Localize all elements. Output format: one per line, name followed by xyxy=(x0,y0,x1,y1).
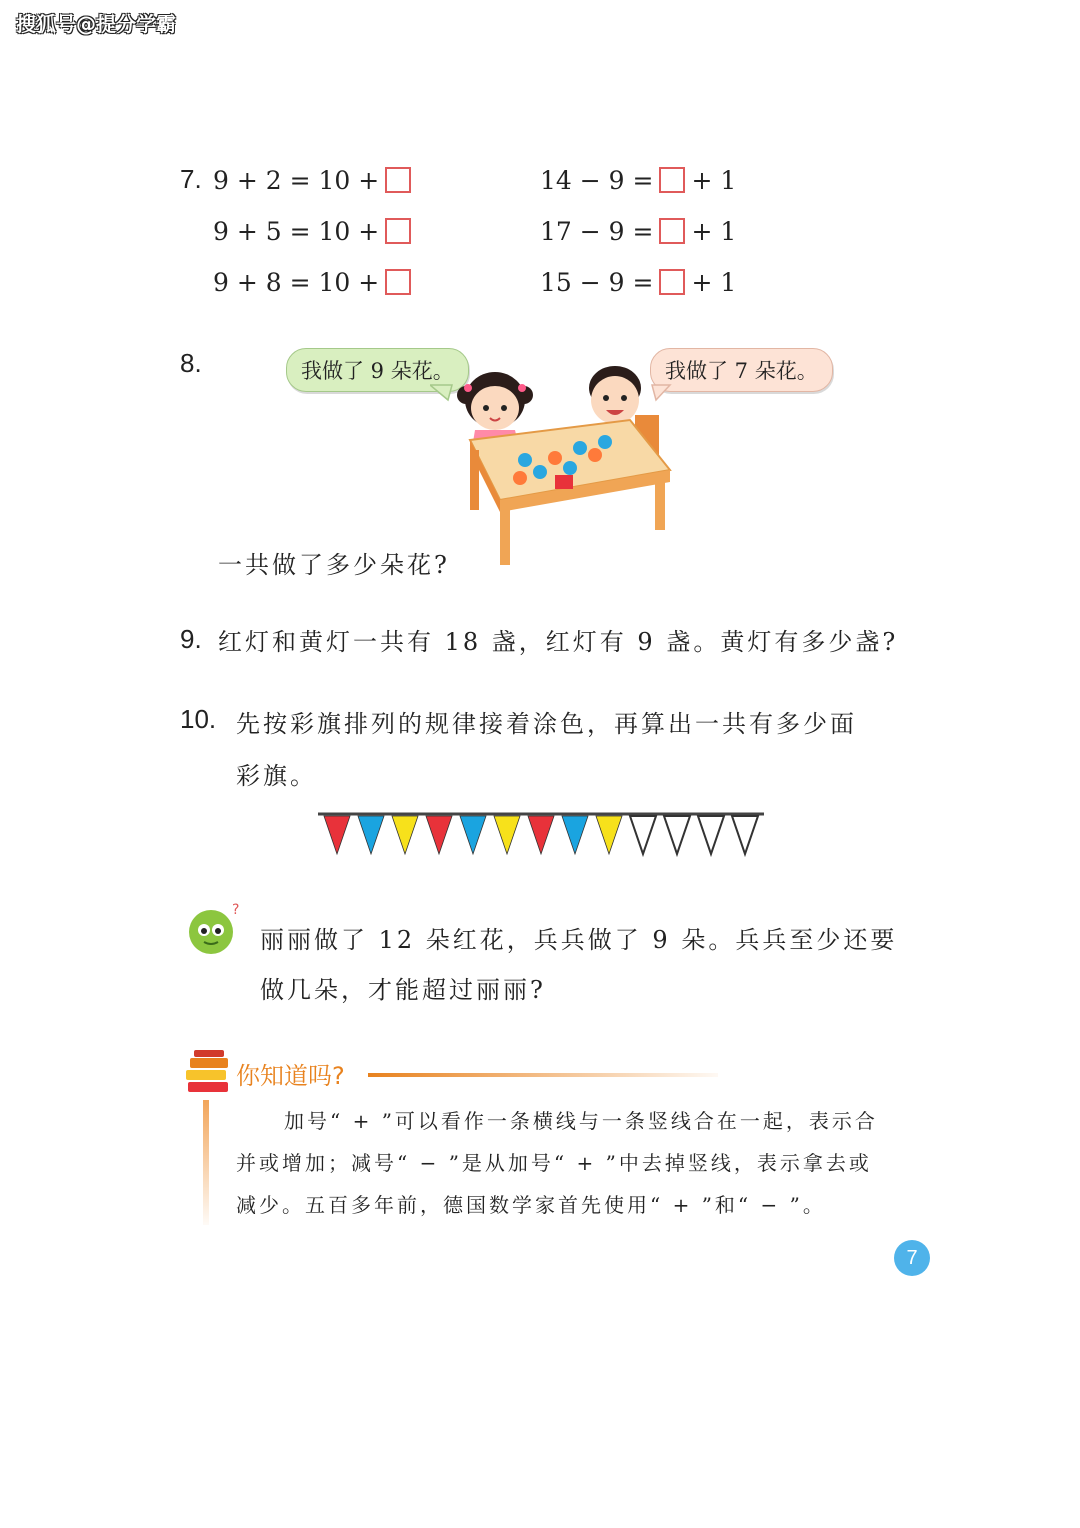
equation-text: 9 + 8 = 10 + xyxy=(213,267,380,297)
answer-box[interactable] xyxy=(385,218,411,244)
answer-box[interactable] xyxy=(659,167,685,193)
did-you-know-body xyxy=(236,1100,878,1226)
title-underline xyxy=(368,1073,718,1077)
uncolored-flag[interactable] xyxy=(698,816,724,854)
table xyxy=(470,420,670,565)
question-8-text: 一共做了多少朵花? xyxy=(218,551,450,579)
side-accent-bar xyxy=(203,1100,209,1225)
body-line: 并或增加；减号“ − ”是从加号“ + ”中去掉竖线，表示拿去或 xyxy=(236,1151,872,1175)
question-9-text: 红灯和黄灯一共有 18 盏，红灯有 9 盏。黄灯有多少盏? xyxy=(218,628,899,656)
colored-flag xyxy=(358,816,384,854)
children-making-flowers-illustration xyxy=(430,360,690,575)
q7-right-column xyxy=(540,162,736,300)
green-ball-mascot-icon xyxy=(184,900,246,958)
equation-suffix: + 1 xyxy=(691,267,737,297)
question-9-number: 9. xyxy=(180,624,202,654)
body-line: 加号“ + ”可以看作一条横线与一条竖线合在一起，表示合 xyxy=(284,1109,878,1133)
watermark: 搜狐号@提分学霸 xyxy=(16,12,176,36)
q7-left-equation xyxy=(213,264,417,300)
colored-flag xyxy=(596,816,622,854)
colored-flag xyxy=(324,816,350,854)
colored-flag xyxy=(392,816,418,854)
bubble-tail-girl xyxy=(430,385,452,400)
equation-suffix: + 1 xyxy=(691,165,737,195)
q7-left-equation xyxy=(213,162,417,198)
books-icon xyxy=(184,1048,232,1098)
question-8-number: 8. xyxy=(180,348,202,378)
answer-box[interactable] xyxy=(659,218,685,244)
uncolored-flag[interactable] xyxy=(664,816,690,854)
flags-group xyxy=(324,816,758,854)
body-line: 减少。五百多年前，德国数学家首先使用“ + ”和“ − ”。 xyxy=(236,1193,826,1217)
q7-left-column xyxy=(213,162,417,300)
q7-right-equation xyxy=(540,264,736,300)
q7-left-equation xyxy=(213,213,417,249)
equation-text: 9 + 5 = 10 + xyxy=(213,216,380,246)
question-10-text-line2: 彩旗。 xyxy=(236,762,317,790)
question-mark-icon: ? xyxy=(232,902,240,918)
did-you-know-title: 你知道吗? xyxy=(236,1062,345,1090)
speech-bubble-girl: 我做了 9 朵花。 xyxy=(286,348,469,392)
answer-box[interactable] xyxy=(385,167,411,193)
q7-right-equation xyxy=(540,213,736,249)
question-10-text-line1: 先按彩旗排列的规律接着涂色，再算出一共有多少面 xyxy=(236,710,857,738)
page-number-badge: 7 xyxy=(894,1240,930,1276)
equation-text: 9 + 2 = 10 + xyxy=(213,165,380,195)
question-10-number: 10. xyxy=(180,704,217,734)
colored-flag xyxy=(494,816,520,854)
colored-flag xyxy=(460,816,486,854)
speech-bubble-boy: 我做了 7 朵花。 xyxy=(650,348,833,392)
bubble-tail-boy xyxy=(652,385,670,400)
uncolored-flag[interactable] xyxy=(630,816,656,854)
colored-flag xyxy=(562,816,588,854)
equation-text: 17 − 9 = xyxy=(540,216,654,246)
equation-text: 14 − 9 = xyxy=(540,165,654,195)
colored-flag xyxy=(528,816,554,854)
q7-right-equation xyxy=(540,162,736,198)
thinking-question-line1: 丽丽做了 12 朵红花，兵兵做了 9 朵。兵兵至少还要 xyxy=(260,926,898,954)
thinking-question-line2: 做几朵，才能超过丽丽? xyxy=(260,976,546,1004)
answer-box[interactable] xyxy=(659,269,685,295)
answer-box[interactable] xyxy=(385,269,411,295)
colored-flag xyxy=(426,816,452,854)
equation-text: 15 − 9 = xyxy=(540,267,654,297)
equation-suffix: + 1 xyxy=(691,216,737,246)
uncolored-flag[interactable] xyxy=(732,816,758,854)
flag-bunting xyxy=(318,810,764,858)
question-7-number: 7. xyxy=(180,164,202,194)
